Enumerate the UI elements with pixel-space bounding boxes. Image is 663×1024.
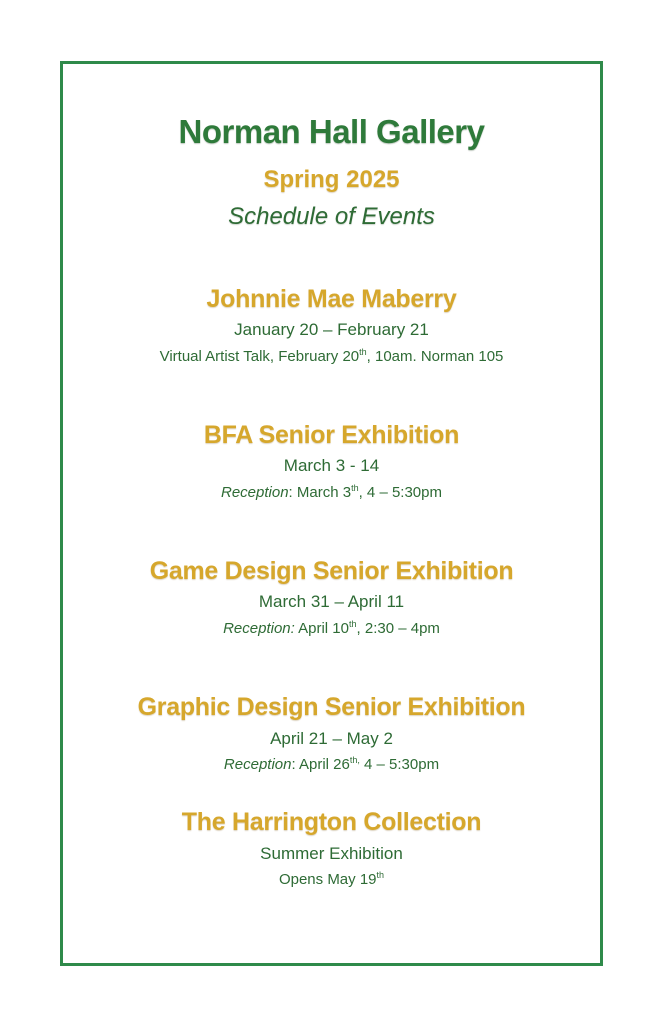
event-detail-main: : March 3 <box>288 484 352 501</box>
event-detail <box>0 871 663 888</box>
event-detail-suffix: , 2:30 – 4pm <box>356 620 440 637</box>
event-detail-prefix: Reception <box>223 756 292 773</box>
event-detail <box>0 348 663 365</box>
event-detail-sup: th <box>351 483 359 493</box>
event-detail <box>0 484 663 501</box>
event-dates: March 31 – April 11 <box>258 592 405 611</box>
event-detail-main: Opens May 19 <box>278 871 377 888</box>
event-detail-suffix: , 4 – 5:30pm <box>358 484 442 501</box>
event-detail-sup: th <box>376 870 385 880</box>
event-detail-sup: th, <box>349 755 360 765</box>
event-detail-suffix: , 10am. Norman 105 <box>366 348 504 365</box>
event-detail-main: : April 26 <box>291 756 350 773</box>
event-title: The Harrington Collection <box>181 808 482 836</box>
event-title: BFA Senior Exhibition <box>203 421 460 449</box>
event-dates: Summer Exhibition <box>260 844 403 863</box>
event-detail-prefix: Reception: <box>223 620 295 637</box>
event-detail-sup: th <box>349 619 357 629</box>
event-detail-main: Virtual Artist Talk, February 20 <box>159 348 360 365</box>
event-title: Johnnie Mae Maberry <box>206 285 457 313</box>
event-dates: January 20 – February 21 <box>234 320 429 339</box>
season-label: Spring 2025 <box>263 166 400 193</box>
event-detail-main: April 10 <box>294 620 349 637</box>
event-dates: March 3 - 14 <box>283 456 380 475</box>
event-detail <box>0 756 663 773</box>
gallery-title: Norman Hall Gallery <box>178 113 485 150</box>
event-dates: April 21 – May 2 <box>270 729 393 748</box>
event-title: Graphic Design Senior Exhibition <box>137 693 526 721</box>
event-title: Game Design Senior Exhibition <box>149 557 514 585</box>
event-detail <box>0 620 663 637</box>
schedule-subtitle: Schedule of Events <box>228 203 435 230</box>
event-detail-suffix: 4 – 5:30pm <box>359 756 440 773</box>
event-detail-sup: th <box>359 347 367 357</box>
event-detail-prefix: Reception <box>221 484 289 501</box>
